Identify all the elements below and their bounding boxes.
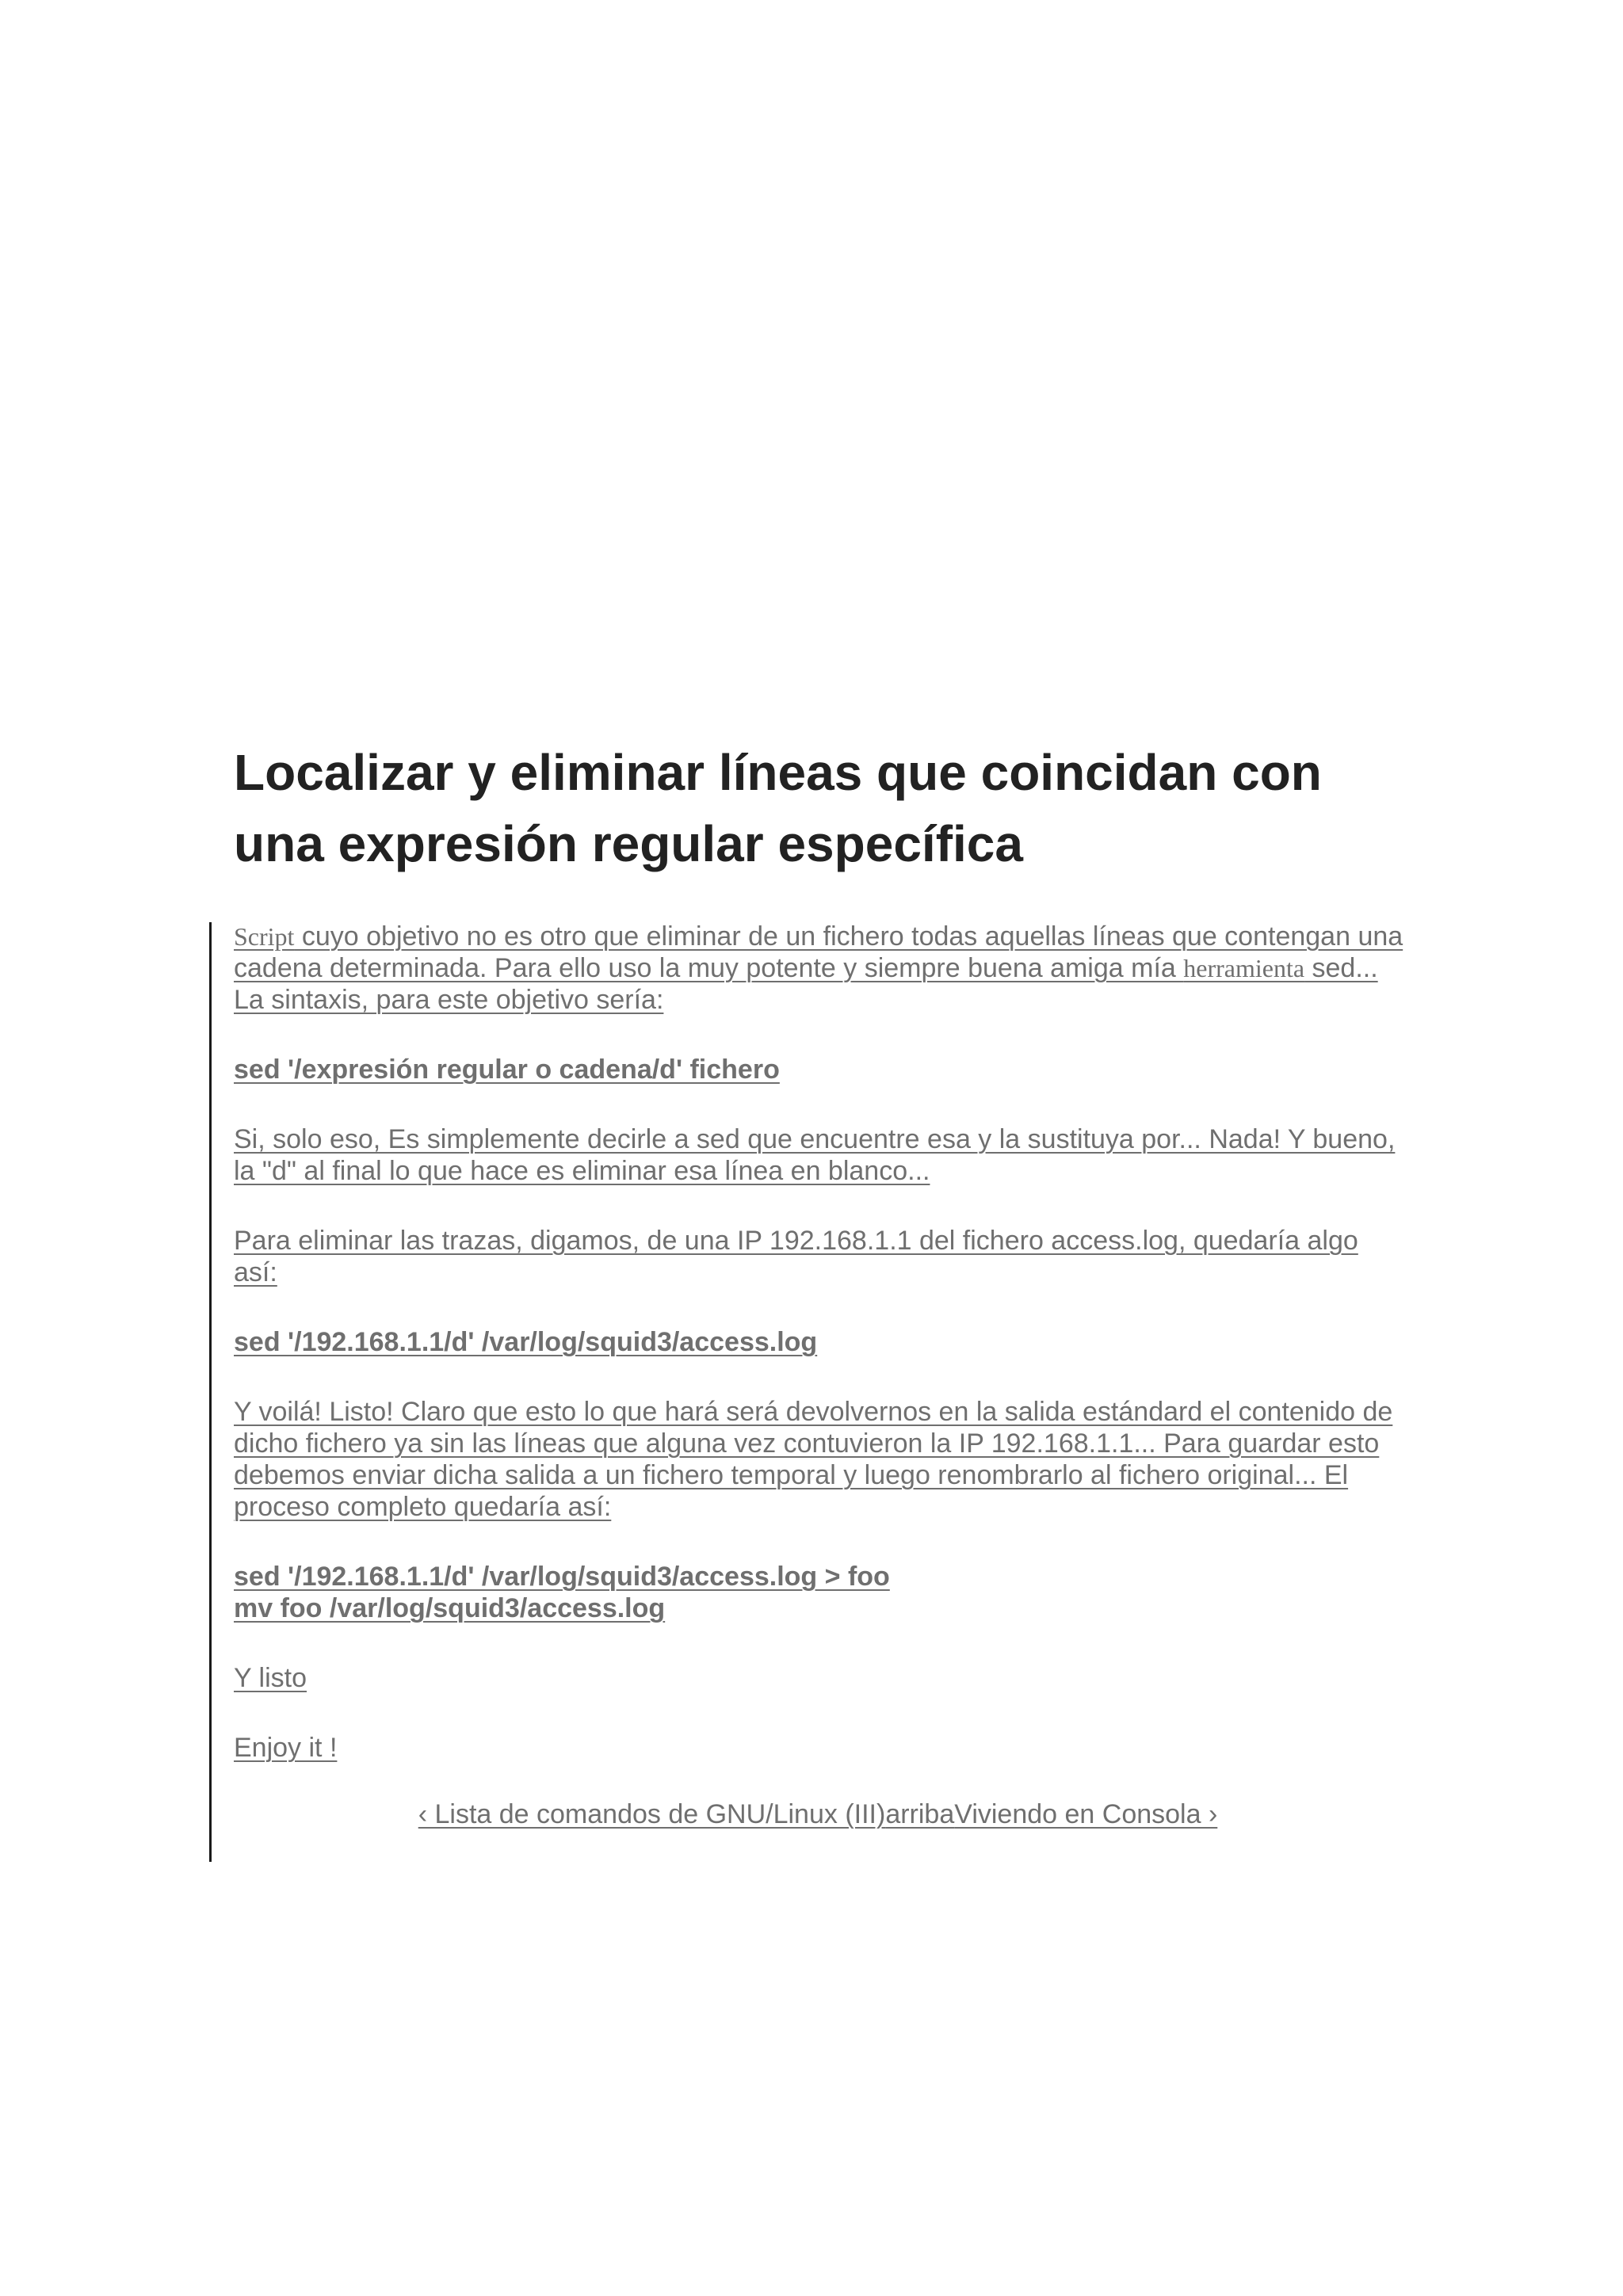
- intro-paragraph[interactable]: [234, 921, 1407, 1016]
- intro-word-herramienta: herramienta: [1183, 954, 1305, 982]
- nav-up-link[interactable]: arriba: [885, 1799, 955, 1829]
- article-title: Localizar y eliminar líneas que coincidan con una expresión regular específica: [234, 744, 1322, 872]
- intro-text-b: sed... La sintaxis, para este objetivo sería:: [234, 953, 1378, 1015]
- signoff-paragraph[interactable]: Enjoy it !: [234, 1733, 338, 1763]
- article-body: [234, 921, 1407, 1802]
- nav-prev-link[interactable]: ‹ Lista de comandos de GNU/Linux (III): [418, 1799, 886, 1829]
- intro-text-a: cuyo objetivo no es otro que eliminar de un fichero todas aquellas líneas que contengan una cadena determinada. Para ello uso la muy potente y siempre buena amiga mía: [234, 921, 1403, 983]
- full-command-line-1: sed '/192.168.1.1/d' /var/log/squid3/access.log > foo: [234, 1562, 890, 1592]
- example-command[interactable]: sed '/192.168.1.1/d' /var/log/squid3/access.log: [234, 1327, 818, 1357]
- book-navigation: [234, 1798, 1402, 1830]
- nav-next-link[interactable]: Viviendo en Consola ›: [954, 1799, 1218, 1829]
- intro-word-script: Script: [234, 922, 295, 951]
- example-intro-paragraph[interactable]: Para eliminar las trazas, digamos, de una IP 192.168.1.1 del fichero access.log, quedaría algo así:: [234, 1226, 1358, 1287]
- closing-paragraph[interactable]: Y listo: [234, 1663, 307, 1693]
- explanation-paragraph[interactable]: Si, solo eso, Es simplemente decirle a sed que encuentre esa y la sustituya por... Nada! Y bueno, la "d" al final lo que hace es eliminar esa línea en blanco...: [234, 1124, 1396, 1186]
- full-process-paragraph[interactable]: Y voilá! Listo! Claro que esto lo que hará será devolvernos en la salida estándard el contenido de dicho fichero ya sin las líneas que alguna vez contuvieron la IP 192.168.1.1... Para guardar esto debemos enviar dicha salida a un fichero temporal y luego renombrarlo al fichero original... El proceso completo quedaría así:: [234, 1397, 1393, 1522]
- syntax-command[interactable]: sed '/expresión regular o cadena/d' fichero: [234, 1055, 780, 1085]
- full-command-line-2: mv foo /var/log/squid3/access.log: [234, 1593, 666, 1623]
- full-commands-block[interactable]: [234, 1561, 1407, 1624]
- content-left-border: [209, 922, 212, 1862]
